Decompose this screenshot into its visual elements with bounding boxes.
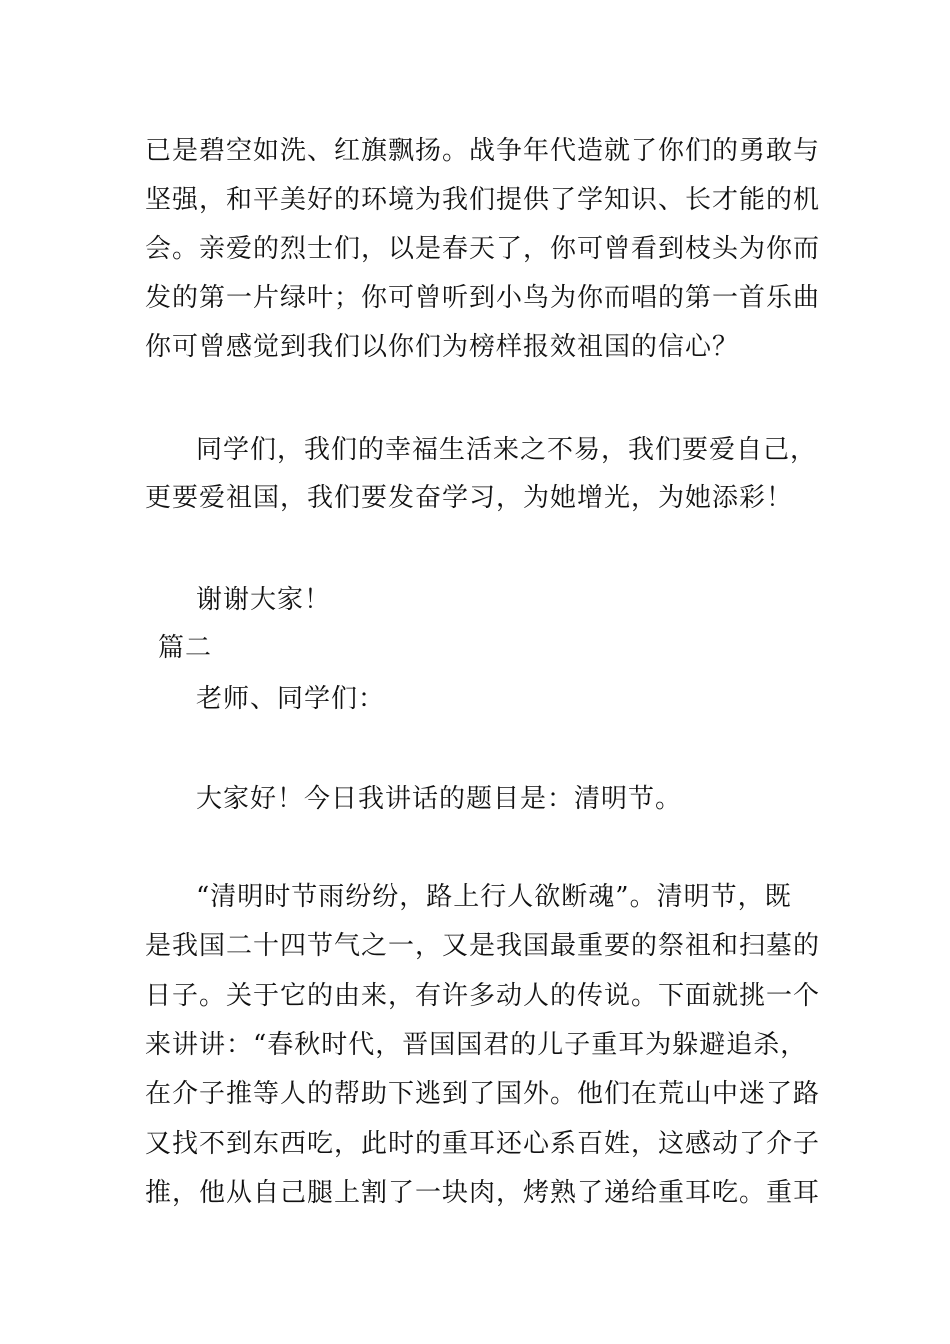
paragraph-line: 更要爱祖国，我们要发奋学习，为她增光，为她添彩！	[145, 483, 794, 513]
salutation-line: 老师、同学们：	[196, 684, 386, 714]
paragraph-line: 是我国二十四节气之一，又是我国最重要的祭祖和扫墓的	[145, 931, 821, 961]
paragraph-line: 日子。关于它的由来，有许多动人的传说。下面就挑一个	[145, 981, 821, 1011]
paragraph-line: 在介子推等人的帮助下逃到了国外。他们在荒山中迷了路	[145, 1079, 821, 1109]
paragraph-line: 已是碧空如洗、红旗飘扬。战争年代造就了你们的勇敢与	[145, 136, 821, 166]
closing-line: 谢谢大家！	[196, 585, 332, 615]
paragraph-line: 会。亲爱的烈士们，以是春天了，你可曾看到枝头为你而	[145, 234, 821, 264]
paragraph-line: 坚强，和平美好的环境为我们提供了学知识、长才能的机	[145, 185, 821, 215]
paragraph-line: 大家好！今日我讲话的题目是：清明节。	[196, 784, 683, 814]
paragraph-line: 发的第一片绿叶；你可曾听到小鸟为你而唱的第一首乐曲	[145, 283, 821, 313]
paragraph-line: 又找不到东西吃，此时的重耳还心系百姓，这感动了介子	[145, 1129, 821, 1159]
paragraph-line: 推，他从自己腿上割了一块肉，烤熟了递给重耳吃。重耳	[145, 1178, 821, 1208]
paragraph-line: 你可曾感觉到我们以你们为榜样报效祖国的信心？	[145, 332, 740, 362]
paragraph-line: 来讲讲：“春秋时代，晋国国君的儿子重耳为躲避追杀，	[145, 1030, 808, 1060]
section-heading: 篇二	[158, 633, 213, 663]
paragraph-line: 同学们，我们的幸福生活来之不易，我们要爱自己，	[196, 435, 818, 465]
paragraph-line: “清明时节雨纷纷，路上行人欲断魂”。清明节，既	[196, 882, 792, 912]
